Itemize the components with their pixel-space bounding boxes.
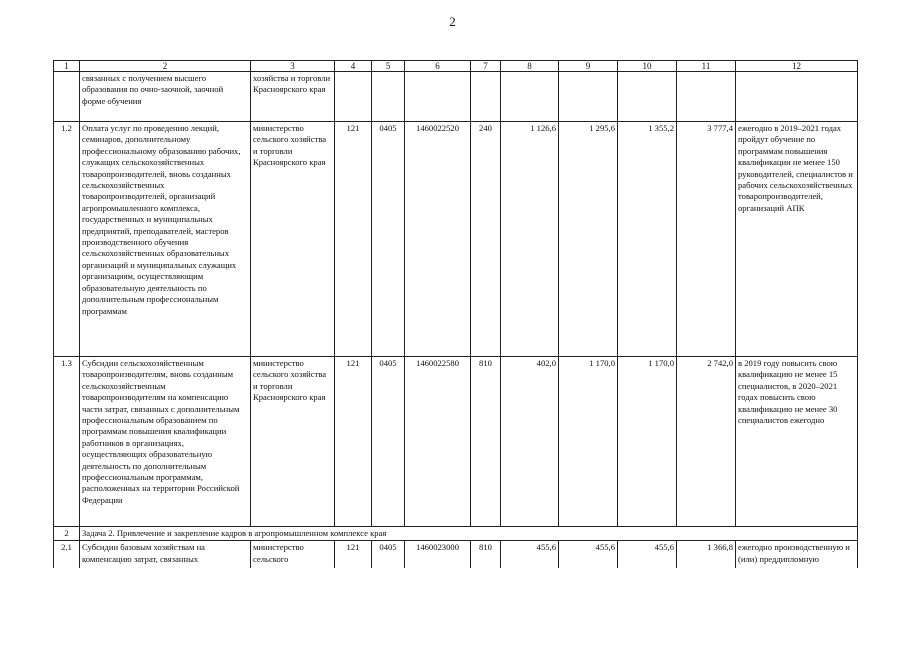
- row-number-cell: [54, 72, 80, 122]
- sum-2019-cell: 402,0: [501, 357, 559, 527]
- grbs-code-cell: 121: [335, 357, 372, 527]
- sum-2020-cell: 1 170,0: [559, 357, 618, 527]
- sum-total-cell: 1 366,8: [677, 541, 736, 571]
- csr-code-cell: 1460022520: [405, 122, 471, 357]
- measure-name-cell: связанных с получением высшего образования по очно-заочной, заочной форме обучения: [80, 72, 251, 122]
- table-row: [54, 122, 858, 357]
- rzpr-code-cell: 0405: [372, 122, 405, 357]
- sum-total-cell: [677, 72, 736, 122]
- column-number-6: 6: [405, 61, 471, 72]
- csr-code-cell: 1460023000: [405, 541, 471, 571]
- vr-code-cell: 240: [471, 122, 501, 357]
- column-number-2: 2: [80, 61, 251, 72]
- rzpr-code-cell: [372, 72, 405, 122]
- expected-result-cell: в 2019 году повысить свою квалификацию не менее 15 специалистов, в 2020–2021 годах повысить свою квалификацию не менее 30 специалистов ежегодно: [736, 357, 858, 527]
- sum-2021-cell: [618, 72, 677, 122]
- column-number-11: 11: [677, 61, 736, 72]
- column-number-1: 1: [54, 61, 80, 72]
- sum-2020-cell: 455,6: [559, 541, 618, 571]
- measure-name-cell: Оплата услуг по проведению лекций, семинаров, дополнительному профессиональному образованию рабочих, служащих сельскохозяйственных товаропроизводителей, вновь созданных сельскохозяйственных товаропроизводителей, организаций агропромышленного комплекса, государственных и муниципальных предприятий, преподавателей, мастеров производственного обучения сельскохозяйственных образовательных организаций и муниципальных служащих организациям, осуществляющим образовательную деятельность по дополнительным профессиональным программам: [80, 122, 251, 357]
- executor-cell: министерство сельского хозяйства и торговли Красноярского края: [251, 357, 335, 527]
- column-number-9: 9: [559, 61, 618, 72]
- section-number: 2: [54, 527, 80, 541]
- section-row: [54, 527, 858, 541]
- sum-2020-cell: 1 295,6: [559, 122, 618, 357]
- grbs-code-cell: [335, 72, 372, 122]
- expected-result-cell: [736, 72, 858, 122]
- executor-cell: министерство сельского хозяйства и торговли Красноярского края: [251, 122, 335, 357]
- sum-2019-cell: [501, 72, 559, 122]
- vr-code-cell: [471, 72, 501, 122]
- program-table: [53, 60, 858, 571]
- csr-code-cell: 1460022580: [405, 357, 471, 527]
- vr-code-cell: 810: [471, 541, 501, 571]
- column-number-12: 12: [736, 61, 858, 72]
- rzpr-code-cell: 0405: [372, 541, 405, 571]
- vr-code-cell: 810: [471, 357, 501, 527]
- section-title: Задача 2. Привлечение и закрепление кадров в агропромышленном комплексе края: [80, 527, 858, 541]
- csr-code-cell: [405, 72, 471, 122]
- measure-name-cell: Субсидии базовым хозяйствам на компенсацию затрат, связанных: [80, 541, 251, 571]
- column-number-4: 4: [335, 61, 372, 72]
- sum-2019-cell: 1 126,6: [501, 122, 559, 357]
- row-number-cell: 1.2: [54, 122, 80, 357]
- sum-total-cell: 2 742,0: [677, 357, 736, 527]
- sum-2021-cell: 455,6: [618, 541, 677, 571]
- executor-cell: министерство сельского: [251, 541, 335, 571]
- row-number-cell: 2.1: [54, 541, 80, 571]
- table-row: [54, 541, 858, 571]
- page-bottom-margin: [0, 568, 905, 648]
- table-row: [54, 72, 858, 122]
- table-row: [54, 357, 858, 527]
- rzpr-code-cell: 0405: [372, 357, 405, 527]
- expected-result-cell: ежегодно в 2019–2021 годах пройдут обучение по программам повышения квалификации не менее 150 руководителей, специалистов и рабочих сельскохозяйственных товаропроизводителей, организаций АПК: [736, 122, 858, 357]
- column-number-8: 8: [501, 61, 559, 72]
- sum-2020-cell: [559, 72, 618, 122]
- expected-result-cell: ежегодно производственную и (или) преддипломную: [736, 541, 858, 571]
- grbs-code-cell: 121: [335, 541, 372, 571]
- sum-2019-cell: 455,6: [501, 541, 559, 571]
- row-number-cell: 1.3: [54, 357, 80, 527]
- column-number-10: 10: [618, 61, 677, 72]
- column-number-7: 7: [471, 61, 501, 72]
- executor-cell: хозяйства и торговли Красноярского края: [251, 72, 335, 122]
- grbs-code-cell: 121: [335, 122, 372, 357]
- sum-total-cell: 3 777,4: [677, 122, 736, 357]
- column-number-5: 5: [372, 61, 405, 72]
- page-number: 2: [449, 14, 456, 29]
- sum-2021-cell: 1 170,0: [618, 357, 677, 527]
- sum-2021-cell: 1 355,2: [618, 122, 677, 357]
- column-number-row: [54, 61, 858, 72]
- measure-name-cell: Субсидии сельскохозяйственным товаропроизводителям, вновь созданным сельскохозяйственным товаропроизводителям на компенсацию части затрат, связанных с дополнительным профессиональным образованием по программам повышения квалификации работников в организациях, осуществляющих образовательную деятельность по дополнительным профессиональным программам, расположенных на территории Российской Федерации: [80, 357, 251, 527]
- column-number-3: 3: [251, 61, 335, 72]
